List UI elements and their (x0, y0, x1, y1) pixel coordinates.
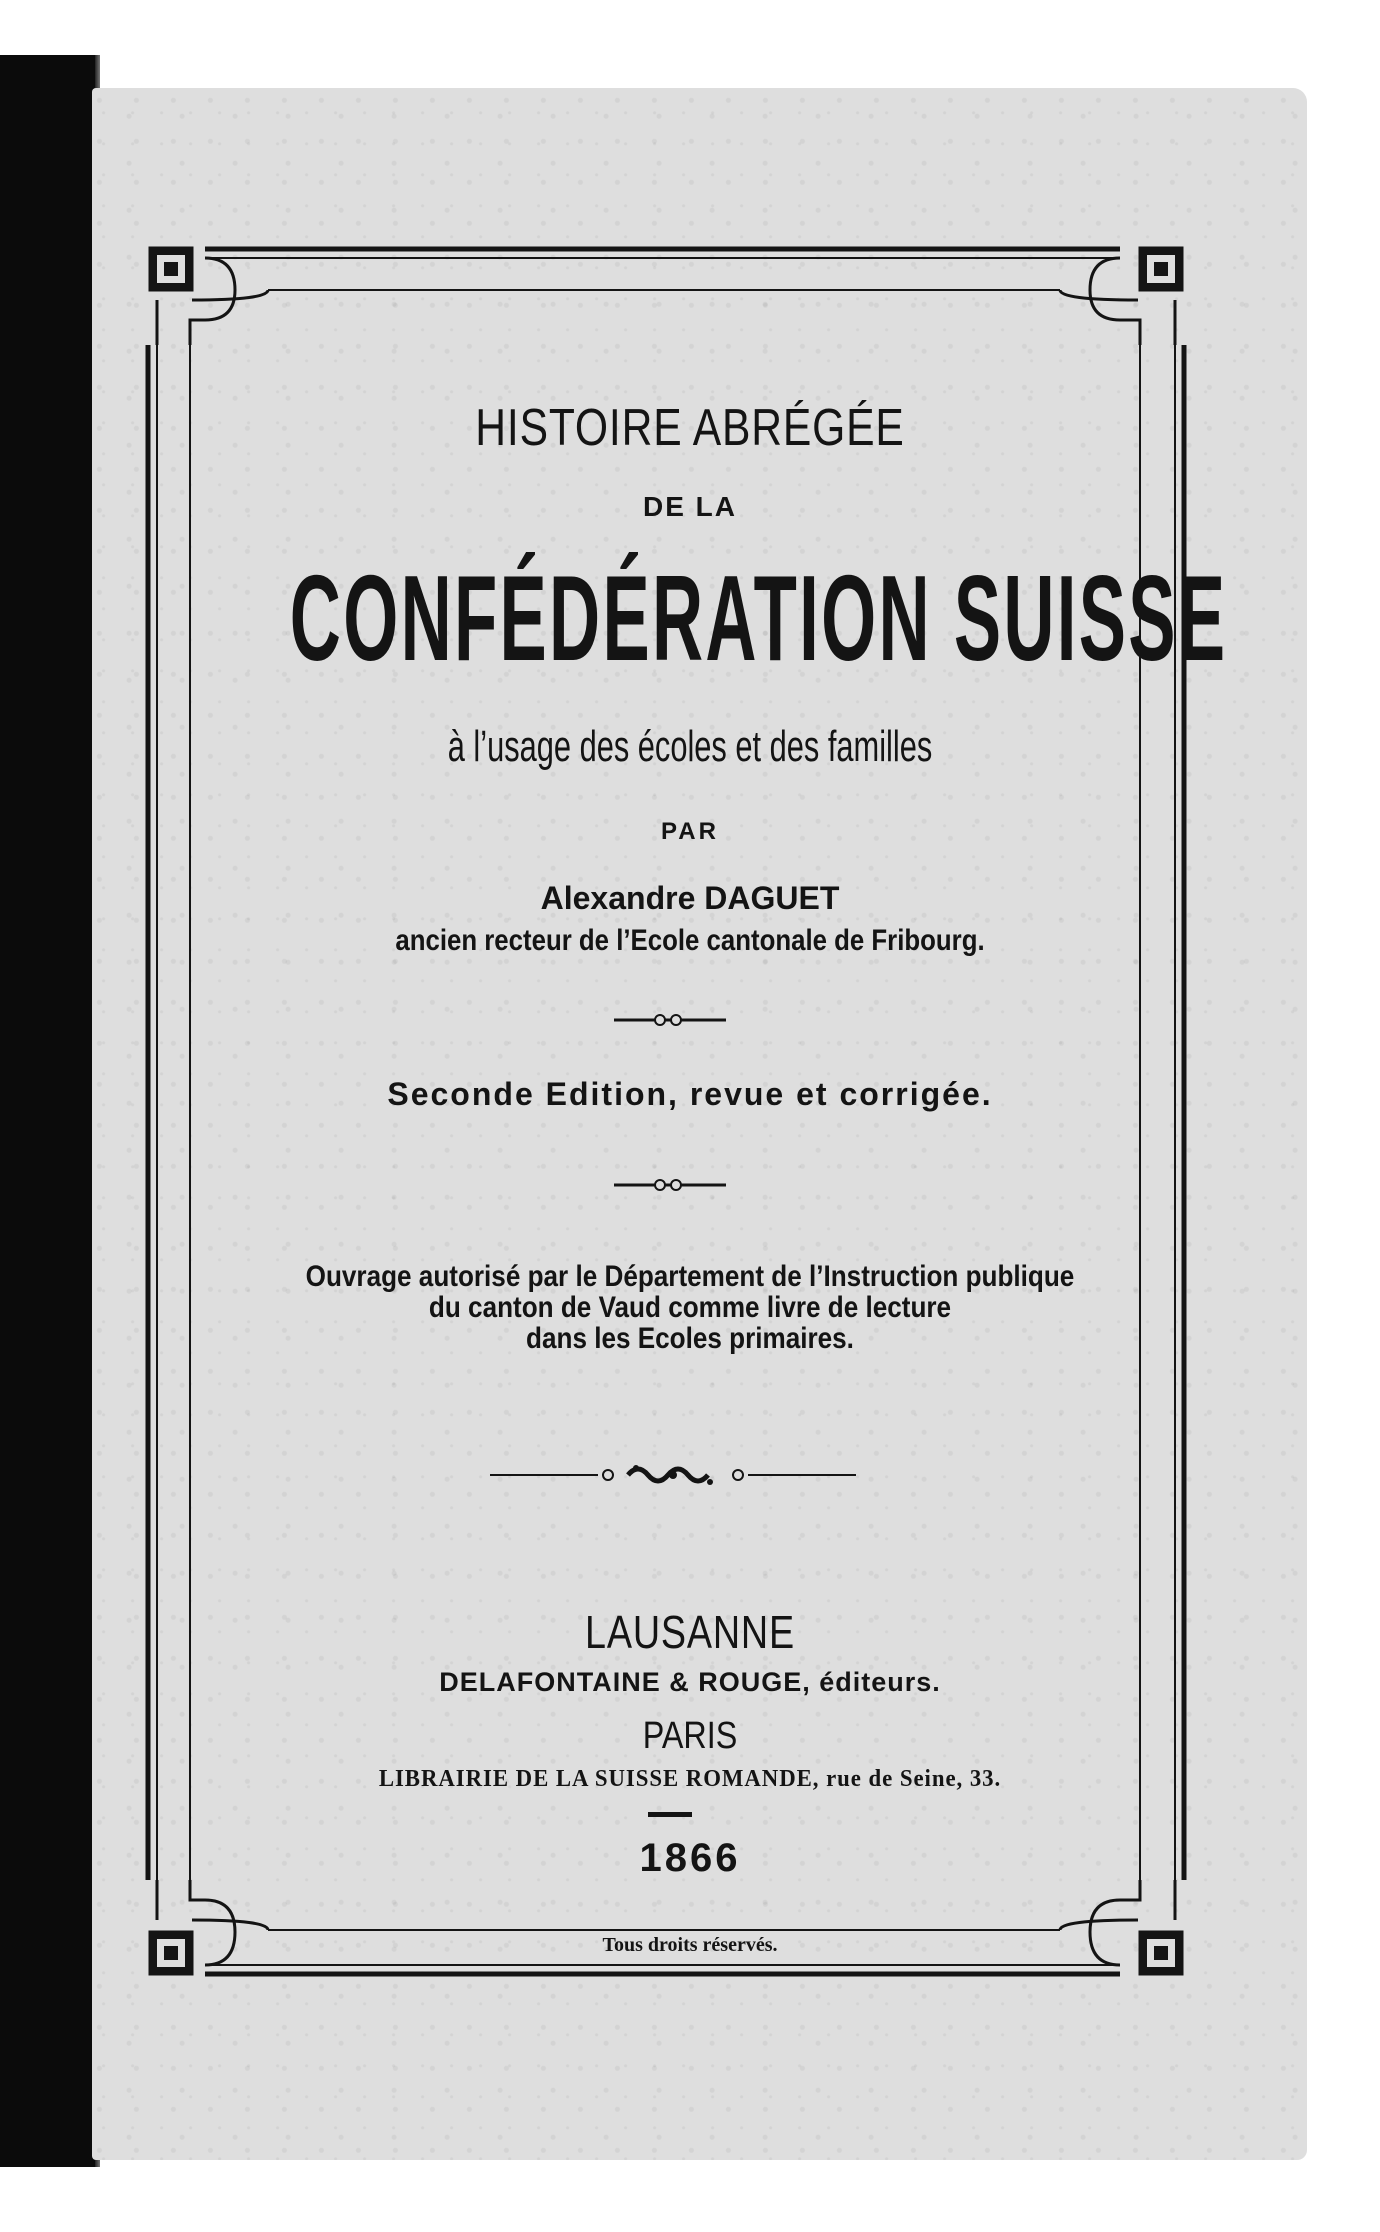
corner-ornament-top-right (1060, 248, 1182, 345)
title-line-2: DE LA (643, 491, 737, 522)
rule-ornament-2 (610, 1175, 730, 1195)
corner-ornament-top-left (150, 248, 268, 345)
corner-ornament-bottom-left (150, 1880, 268, 1974)
rights-notice: Tous droits réservés. (602, 1934, 778, 1956)
rule-ornament-1 (610, 1010, 730, 1030)
by-label: PAR (661, 818, 719, 845)
edition-statement: Seconde Edition, revue et corrigée. (387, 1076, 993, 1112)
author-title: ancien recteur de l’Ecole cantonale de Fribourg. (395, 924, 985, 957)
corner-ornament-bottom-right (1060, 1880, 1182, 1974)
fleuron-ornament (488, 1460, 858, 1490)
publisher-2: LIBRAIRIE DE LA SUISSE ROMANDE, rue de Seine, 33. (378, 1766, 1002, 1792)
authorization-line-3: dans les Ecoles primaires. (526, 1322, 854, 1355)
subtitle: à l’usage des écoles et des familles (447, 722, 933, 771)
city-paris: PARIS (642, 1715, 738, 1757)
title-line-1: HISTOIRE ABRÉGÉE (475, 399, 905, 457)
publisher-1: DELAFONTAINE & ROUGE, éditeurs. (439, 1667, 941, 1697)
main-title: CONFÉDÉRATION SUISSE (289, 550, 1228, 686)
short-rule (648, 1812, 692, 1818)
authorization-line-1: Ouvrage autorisé par le Département de l’Instruction publique (305, 1260, 1075, 1293)
author-name: Alexandre DAGUET (540, 880, 840, 916)
authorization-line-2: du canton de Vaud comme livre de lecture (428, 1291, 952, 1324)
city-lausanne: LAUSANNE (585, 1606, 795, 1658)
publication-year: 1866 (639, 1836, 741, 1880)
